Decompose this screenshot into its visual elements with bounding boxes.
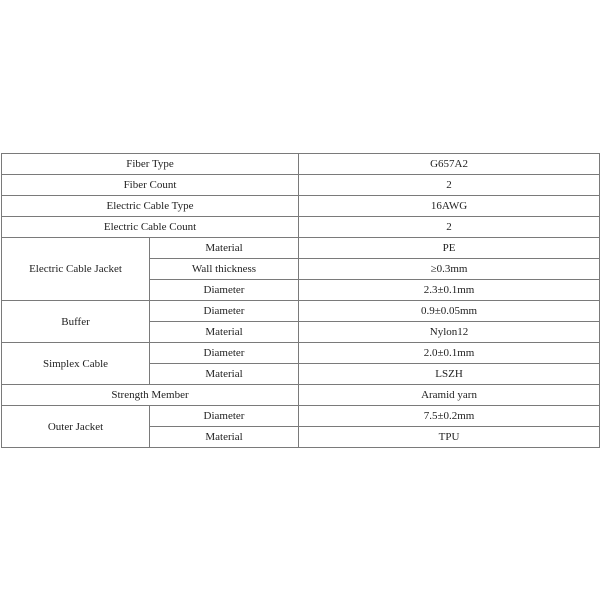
row-label: Fiber Count <box>2 175 299 196</box>
table-row <box>2 196 600 217</box>
group-label: Outer Jacket <box>2 406 150 448</box>
table-row <box>2 154 600 175</box>
row-value: 7.5±0.2mm <box>299 406 600 427</box>
row-value: 2.0±0.1mm <box>299 343 600 364</box>
group-label: Electric Cable Jacket <box>2 238 150 301</box>
property-label: Diameter <box>150 280 299 301</box>
row-value: 16AWG <box>299 196 600 217</box>
property-label: Diameter <box>150 343 299 364</box>
row-value: Nylon12 <box>299 322 600 343</box>
row-label: Strength Member <box>2 385 299 406</box>
row-label: Electric Cable Count <box>2 217 299 238</box>
property-label: Diameter <box>150 301 299 322</box>
row-value: LSZH <box>299 364 600 385</box>
table-row <box>2 406 600 427</box>
row-value: ≥0.3mm <box>299 259 600 280</box>
row-value: TPU <box>299 427 600 448</box>
row-label: Electric Cable Type <box>2 196 299 217</box>
table-row <box>2 175 600 196</box>
row-value: 2 <box>299 175 600 196</box>
row-value: 0.9±0.05mm <box>299 301 600 322</box>
table-row <box>2 385 600 406</box>
table-row <box>2 238 600 259</box>
table-row <box>2 343 600 364</box>
table-row <box>2 301 600 322</box>
property-label: Material <box>150 427 299 448</box>
property-label: Diameter <box>150 406 299 427</box>
group-label: Simplex Cable <box>2 343 150 385</box>
row-value: PE <box>299 238 600 259</box>
group-label: Buffer <box>2 301 150 343</box>
row-value: 2 <box>299 217 600 238</box>
spec-table <box>1 153 600 448</box>
property-label: Material <box>150 238 299 259</box>
row-value: G657A2 <box>299 154 600 175</box>
property-label: Material <box>150 322 299 343</box>
row-label: Fiber Type <box>2 154 299 175</box>
row-value: Aramid yarn <box>299 385 600 406</box>
property-label: Material <box>150 364 299 385</box>
row-value: 2.3±0.1mm <box>299 280 600 301</box>
table-row <box>2 217 600 238</box>
property-label: Wall thickness <box>150 259 299 280</box>
